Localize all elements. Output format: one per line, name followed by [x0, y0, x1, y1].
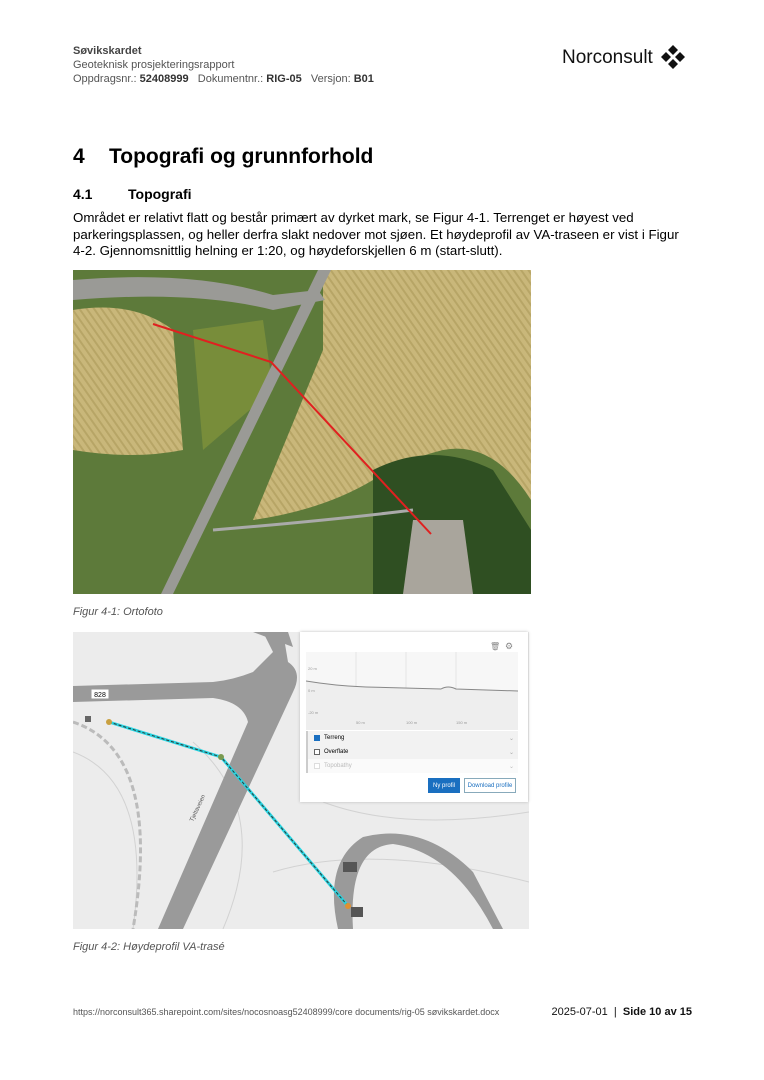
x-tick: 100 m — [406, 720, 418, 725]
norconsult-logo — [562, 44, 687, 72]
checkbox-checked-icon[interactable] — [314, 735, 320, 741]
road-number-label: 828 — [94, 692, 106, 699]
x-tick: 150 m — [456, 720, 468, 725]
chevron-down-icon: ⌄ — [508, 763, 514, 770]
trash-icon[interactable]: 🗑 — [490, 642, 501, 651]
footer-page-info: 2025-07-01 | Side 10 av 15 — [551, 1006, 692, 1018]
route-point — [218, 754, 224, 760]
orthophoto-figure — [73, 270, 531, 594]
road-name-label: Tjeltaveien — [189, 794, 208, 823]
subsection-heading: 4.1 Topografi — [73, 186, 192, 202]
y-tick: -20 m — [308, 710, 319, 715]
checkbox-icon — [314, 763, 320, 769]
x-tick: 50 m — [356, 720, 365, 725]
footer-url: https://norconsult365.sharepoint.com/sites/nocosnoasg52408999/core documents/rig-05 søvikskardet.docx — [73, 1007, 500, 1017]
project-name: Søvikskardet — [73, 45, 142, 57]
layer-topobathy: Topobathy ⌄ — [306, 759, 518, 773]
document-meta: Oppdragsnr.: 52408999 Dokumentnr.: RIG-05 Versjon: B01 — [73, 73, 374, 85]
profile-chart — [306, 652, 518, 730]
report-subtitle: Geoteknisk prosjekteringsrapport — [73, 59, 235, 71]
layer-overflate[interactable]: Overflate ⌄ — [306, 745, 518, 759]
figure-caption: Figur 4-2: Høydeprofil VA-trasé — [73, 941, 225, 953]
chevron-down-icon[interactable]: ⌄ — [508, 749, 514, 756]
download-profile-button[interactable]: Download profile — [464, 778, 516, 793]
logo-diamonds-icon — [659, 44, 687, 72]
settings-icon[interactable]: ⚙ — [505, 641, 514, 651]
layer-terreng[interactable]: Terreng ⌄ — [306, 731, 518, 745]
section-heading: 4 Topografi og grunnforhold — [73, 145, 374, 168]
figure-caption: Figur 4-1: Ortofoto — [73, 606, 163, 618]
document-header — [73, 44, 374, 86]
y-tick: 20 m — [308, 666, 317, 671]
route-point — [106, 719, 112, 725]
elevation-profile-panel — [300, 632, 528, 802]
chevron-down-icon[interactable]: ⌄ — [508, 735, 514, 742]
body-paragraph: Området er relativt flatt og består primært av dyrket mark, se Figur 4-1. Terrenget er høyest ved parkeringsplassen, og heller derfra slakt nedover mot sjøen. Et høydeprofil av VA-traseen er vist i Figur 4-2. Gjennomsnittlig helning er 1:20, og høydeforskjellen 6 m (start-slutt). — [73, 210, 679, 258]
route-point — [345, 903, 351, 909]
checkbox-icon[interactable] — [314, 749, 320, 755]
new-profile-button[interactable]: Ny profil — [428, 778, 460, 793]
y-tick: 0 m — [308, 688, 315, 693]
logo-text: Norconsult — [562, 47, 653, 68]
